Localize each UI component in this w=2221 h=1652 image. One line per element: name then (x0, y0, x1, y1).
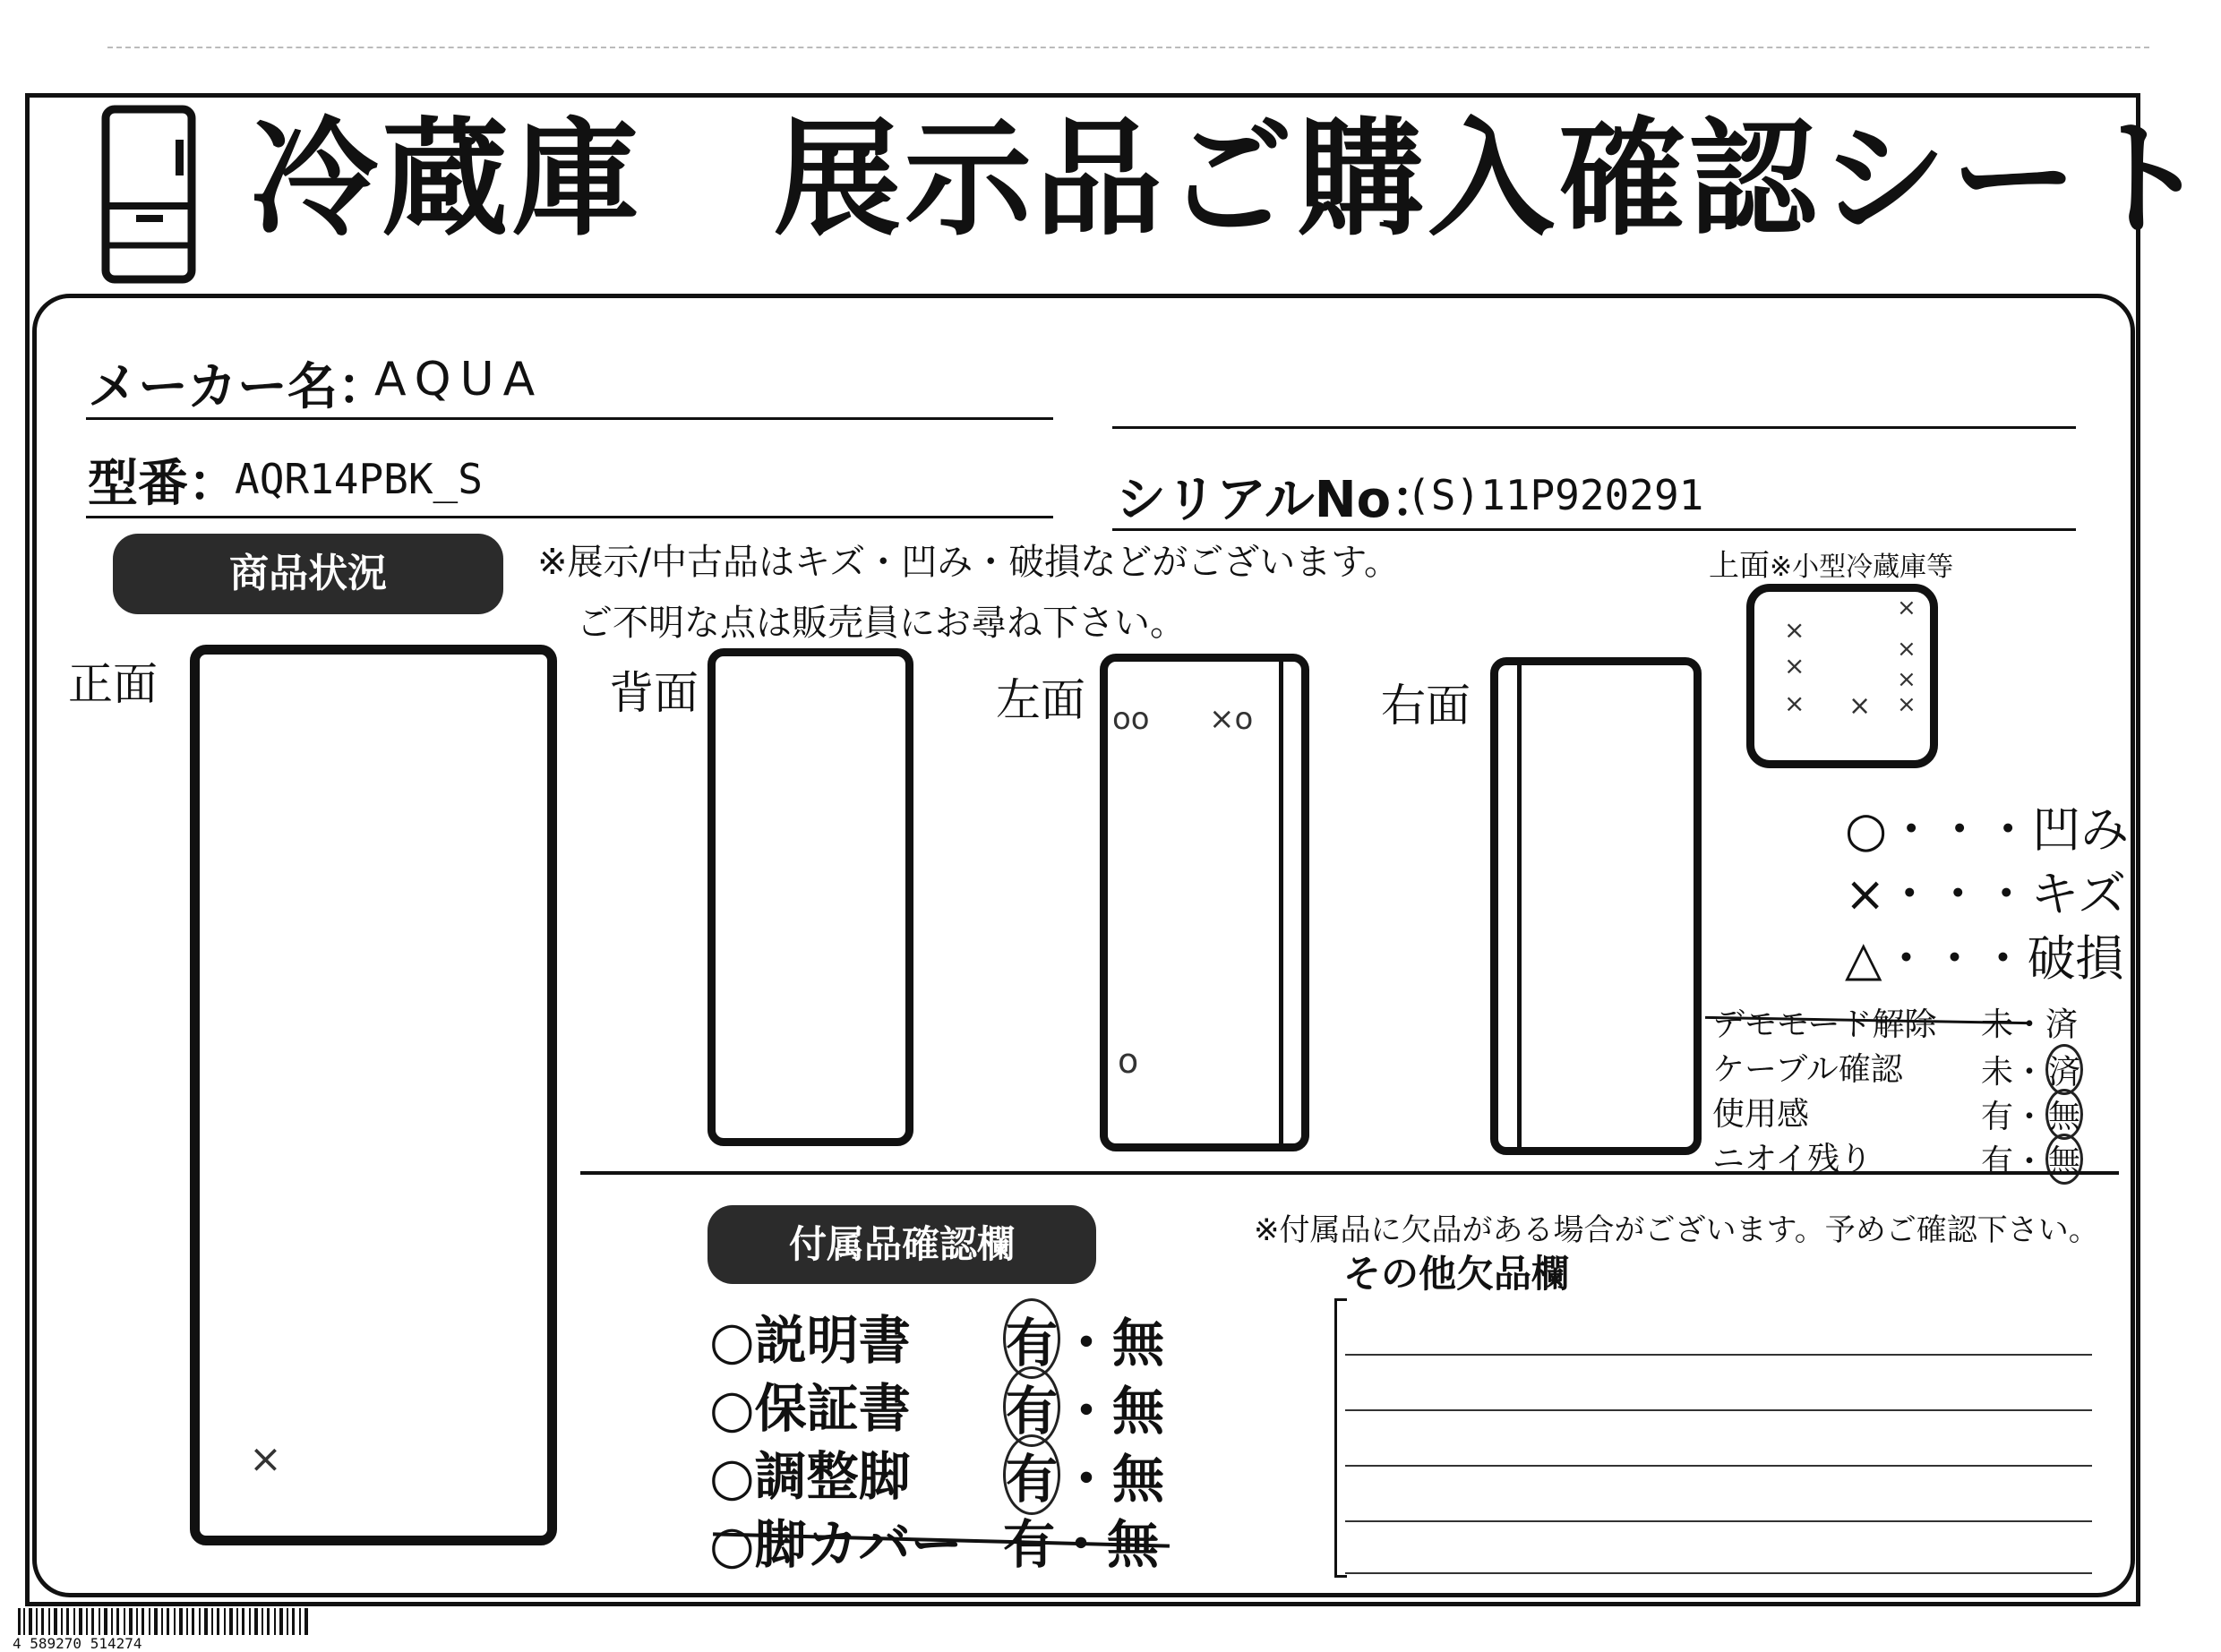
other-missing-line-4 (1345, 1520, 2092, 1522)
other-missing-line-2 (1345, 1409, 2092, 1411)
back-panel (707, 648, 913, 1146)
right-panel-door-line (1517, 664, 1522, 1148)
accessories-note: ※付属品に欠品がある場合がございます。予めご確認下さい。 (1254, 1212, 2099, 1248)
front-scratch-mark: × (249, 1436, 282, 1482)
check-cable-options: 未・済 (1981, 1044, 2083, 1095)
legend-scratch: ×・・・キズ (1845, 866, 2127, 922)
legend-dent: ○・・・凹み (1845, 801, 2130, 858)
left-dent-mark-2: o (1118, 1041, 1139, 1081)
check-demo-mode-options: 未・済 (1981, 1006, 2079, 1043)
check-cable-selected: 済 (2045, 1044, 2083, 1095)
accessory-adjust-feet-options: 有・無 (1003, 1434, 1164, 1515)
serial-underline (1112, 528, 2076, 531)
other-missing-line-5 (1345, 1572, 2092, 1574)
serial-label: シリアルNo： (1116, 471, 1442, 529)
accessory-warranty: ○保証書 (709, 1378, 911, 1439)
top-scratch-mark-4: × (1848, 690, 1872, 722)
accessory-feet-cover: ○脚カバー (709, 1514, 963, 1575)
refrigerator-icon (100, 104, 197, 285)
check-demo-mode-label: デモモード解除 (1712, 1006, 1937, 1043)
check-cable-label: ケーブル確認 (1712, 1051, 1903, 1088)
left-dent-mark-1: oo (1112, 701, 1150, 737)
condition-note-2: ご不明な点は販売員にお尋ね下さい。 (577, 603, 1186, 644)
section-divider (580, 1171, 2119, 1175)
top-scratch-mark-6: × (1897, 636, 1917, 663)
accessory-feet-cover-options: 有・無 (1003, 1514, 1160, 1575)
top-dashed-line (107, 47, 2149, 48)
front-panel (190, 645, 557, 1545)
maker-value: AQUA (374, 353, 545, 407)
check-odor-label: ニオイ残り (1712, 1141, 1873, 1177)
top-label: 上面※小型冷蔵庫等 (1709, 548, 1954, 584)
condition-badge: 商品状況 (113, 534, 503, 614)
legend-damage: △・・・破損 (1845, 930, 2124, 987)
accessories-badge: 付属品確認欄 (707, 1205, 1096, 1284)
top-scratch-mark-5: × (1897, 595, 1917, 621)
model-underline (86, 516, 1053, 518)
accessory-warranty-options: 有・無 (1003, 1366, 1164, 1447)
check-usage-label: 使用感 (1712, 1096, 1810, 1133)
front-label: 正面 (68, 658, 158, 710)
back-label: 背面 (609, 667, 699, 719)
right-panel (1490, 657, 1702, 1155)
maker-underline (86, 417, 1053, 420)
top-scratch-mark-8: × (1897, 691, 1917, 718)
other-missing-line-1 (1345, 1354, 2092, 1356)
check-usage-selected: 無 (2045, 1089, 2083, 1140)
check-usage-options: 有・無 (1981, 1089, 2083, 1140)
accessory-manual: ○説明書 (709, 1310, 911, 1371)
check-odor-options: 有・無 (1981, 1134, 2083, 1185)
condition-note-1: ※展示/中古品はキズ・凹み・破損などがございます。 (537, 542, 1400, 583)
left-panel-door-line (1279, 661, 1283, 1144)
adjust-feet-yes-selected: 有 (1003, 1434, 1060, 1515)
check-odor-selected: 無 (2045, 1134, 2083, 1185)
model-label: 型番： (88, 455, 238, 513)
page-title: 冷蔵庫 展示品ご購入確認シート (251, 106, 2212, 253)
other-missing-bracket (1334, 1298, 1347, 1578)
blank-underline (1112, 426, 2076, 429)
accessory-manual-options: 有・無 (1003, 1298, 1164, 1379)
manual-yes-selected: 有 (1003, 1298, 1060, 1379)
model-value: AQR14PBK_S (235, 455, 483, 503)
top-scratch-mark-2: × (1784, 651, 1805, 680)
accessory-adjust-feet: ○調整脚 (709, 1446, 911, 1507)
top-scratch-mark-1: × (1784, 615, 1805, 645)
top-scratch-mark-3: × (1784, 689, 1805, 718)
barcode-digits: 4 589270 514274 (13, 1635, 142, 1652)
serial-value: (S)11P920291 (1406, 471, 1704, 519)
warranty-yes-selected: 有 (1003, 1366, 1060, 1447)
right-label: 右面 (1381, 680, 1471, 732)
other-missing-label: その他欠品欄 (1343, 1252, 1570, 1296)
left-scratch-mark: ×o (1209, 701, 1254, 737)
left-label: 左面 (996, 674, 1085, 726)
top-scratch-mark-7: × (1897, 666, 1917, 693)
other-missing-line-3 (1345, 1465, 2092, 1467)
maker-label: メーカー名： (88, 358, 388, 416)
